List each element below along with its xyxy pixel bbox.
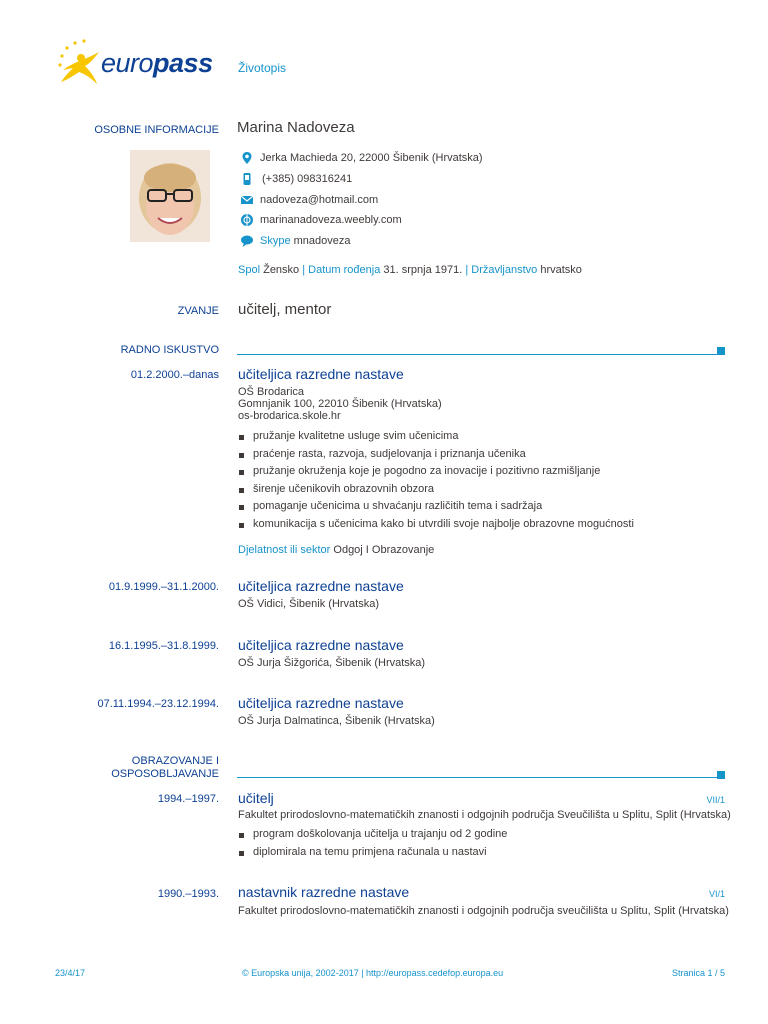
education-institution: Fakultet prirodoslovno-matematičkih znanosti i odgojnih područja Sveučilišta u Splitu, Split (Hrvatska) <box>238 809 731 821</box>
nationality-value: hrvatsko <box>540 264 582 276</box>
list-item: pomaganje učenicima u shvaćanju različitih tema i sadržaja <box>238 498 634 516</box>
location-pin-icon <box>240 151 254 165</box>
europass-logo <box>55 38 225 90</box>
separator: | <box>302 264 306 276</box>
list-item: praćenje rasta, razvoja, sudjelovanja i priznanja učenika <box>238 446 634 464</box>
envelope-icon <box>240 193 254 207</box>
footer-page-number: Stranica 1 / 5 <box>671 968 725 978</box>
phone-text[interactable]: (+385) 098316241 <box>262 173 353 185</box>
section-divider-marker <box>717 347 725 355</box>
education-title: nastavnik razredne nastave <box>238 884 410 900</box>
dob-value: 31. srpnja 1971. <box>383 264 463 276</box>
nationality-label: Državljanstvo <box>471 264 538 276</box>
education-dates: 1990.–1993. <box>157 888 219 900</box>
person-name: Marina Nadoveza <box>237 119 355 136</box>
employer-name: OŠ Brodarica <box>238 386 305 398</box>
employer-website[interactable]: os-brodarica.skole.hr <box>238 410 341 422</box>
education-label-line-2: OSPOSOBLJAVANJE <box>111 768 219 780</box>
education-label-line-1: OBRAZOVANJE I <box>131 755 219 767</box>
job-title: učiteljica razredne nastave <box>238 637 404 653</box>
separator: | <box>465 264 469 276</box>
education-title: učitelj <box>238 790 274 806</box>
section-divider <box>237 777 719 778</box>
section-divider <box>237 354 719 355</box>
footer-copyright[interactable]: © Europska unija, 2002-2017 | http://europass.cedefop.europa.eu <box>242 968 504 978</box>
mobile-phone-icon <box>240 172 254 186</box>
list-item: program doškolovanja učitelja u trajanju od 2 godine <box>238 826 507 844</box>
education-level: VII/1 <box>706 795 725 805</box>
list-item: diplomirala na temu primjena računala u nastavi <box>238 844 507 862</box>
job-duties-list <box>238 428 634 534</box>
job-title: učiteljica razredne nastave <box>238 366 404 382</box>
title-value: učitelj, mentor <box>238 301 332 318</box>
personal-details-line <box>238 264 582 277</box>
email-row <box>240 193 378 207</box>
job-dates: 07.11.1994.–23.12.1994. <box>97 698 219 710</box>
website-row <box>240 213 402 227</box>
job-title: učiteljica razredne nastave <box>238 578 404 594</box>
list-item: širenje učenikovih obrazovnih obzora <box>238 481 634 499</box>
section-divider-marker <box>717 771 725 779</box>
phone-row <box>240 172 352 186</box>
employer-name: OŠ Jurja Dalmatinca, Šibenik (Hrvatska) <box>238 715 435 727</box>
employer-name: OŠ Jurja Šižgorića, Šibenik (Hrvatska) <box>238 657 426 669</box>
list-item: pružanje okruženja koje je pogodno za inovacije i pozitivno razmišljanje <box>238 463 634 481</box>
email-link[interactable]: nadoveza@hotmail.com <box>260 194 379 206</box>
sex-value: Žensko <box>263 264 300 276</box>
address-row <box>240 151 483 165</box>
sector-line <box>238 544 434 557</box>
title-section-label: ZVANJE <box>177 305 219 317</box>
job-dates: 16.1.1995.–31.8.1999. <box>108 640 219 652</box>
job-title: učiteljica razredne nastave <box>238 695 404 711</box>
skype-row <box>240 234 350 248</box>
work-experience-label: RADNO ISKUSTVO <box>120 344 219 356</box>
dob-label: Datum rođenja <box>308 264 381 276</box>
sector-value: Odgoj I Obrazovanje <box>333 544 435 556</box>
job-dates: 01.9.1999.–31.1.2000. <box>108 581 219 593</box>
sex-label: Spol <box>238 264 261 276</box>
logo-euro: euro <box>101 48 154 78</box>
profile-photo <box>130 150 210 250</box>
personal-info-label: OSOBNE INFORMACIJE <box>94 124 219 136</box>
list-item: pružanje kvalitetne usluge svim učenicima <box>238 428 634 446</box>
logo-pass: pass <box>153 48 213 78</box>
skype-value: mnadoveza <box>293 235 351 247</box>
employer-name: OŠ Vidici, Šibenik (Hrvatska) <box>238 598 380 610</box>
education-institution: Fakultet prirodoslovno-matematičkih znanosti i odgojnih područja sveučilišta u Splitu, Split (Hrvatska) <box>238 905 729 917</box>
employer-address: Gomnjanik 100, 22010 Šibenik (Hrvatska) <box>238 398 442 410</box>
education-level: VI/1 <box>708 889 725 899</box>
footer-date: 23/4/17 <box>55 968 86 978</box>
logo-wordmark <box>101 48 213 79</box>
website-link[interactable]: marinanadoveza.weebly.com <box>260 214 402 226</box>
speech-bubble-icon <box>240 234 254 248</box>
job-dates: 01.2.2000.–danas <box>130 369 219 381</box>
list-item: komunikacija s učenicima kako bi utvrdili svoje najbolje obrazovne mogućnosti <box>238 516 634 534</box>
education-notes-list <box>238 826 507 861</box>
sector-label: Djelatnost ili sektor <box>238 544 331 556</box>
address-text: Jerka Machieda 20, 22000 Šibenik (Hrvatska) <box>260 152 483 164</box>
globe-icon <box>240 213 254 227</box>
document-type: Životopis <box>238 61 287 75</box>
skype-label: Skype <box>260 235 291 247</box>
education-dates: 1994.–1997. <box>157 793 219 805</box>
